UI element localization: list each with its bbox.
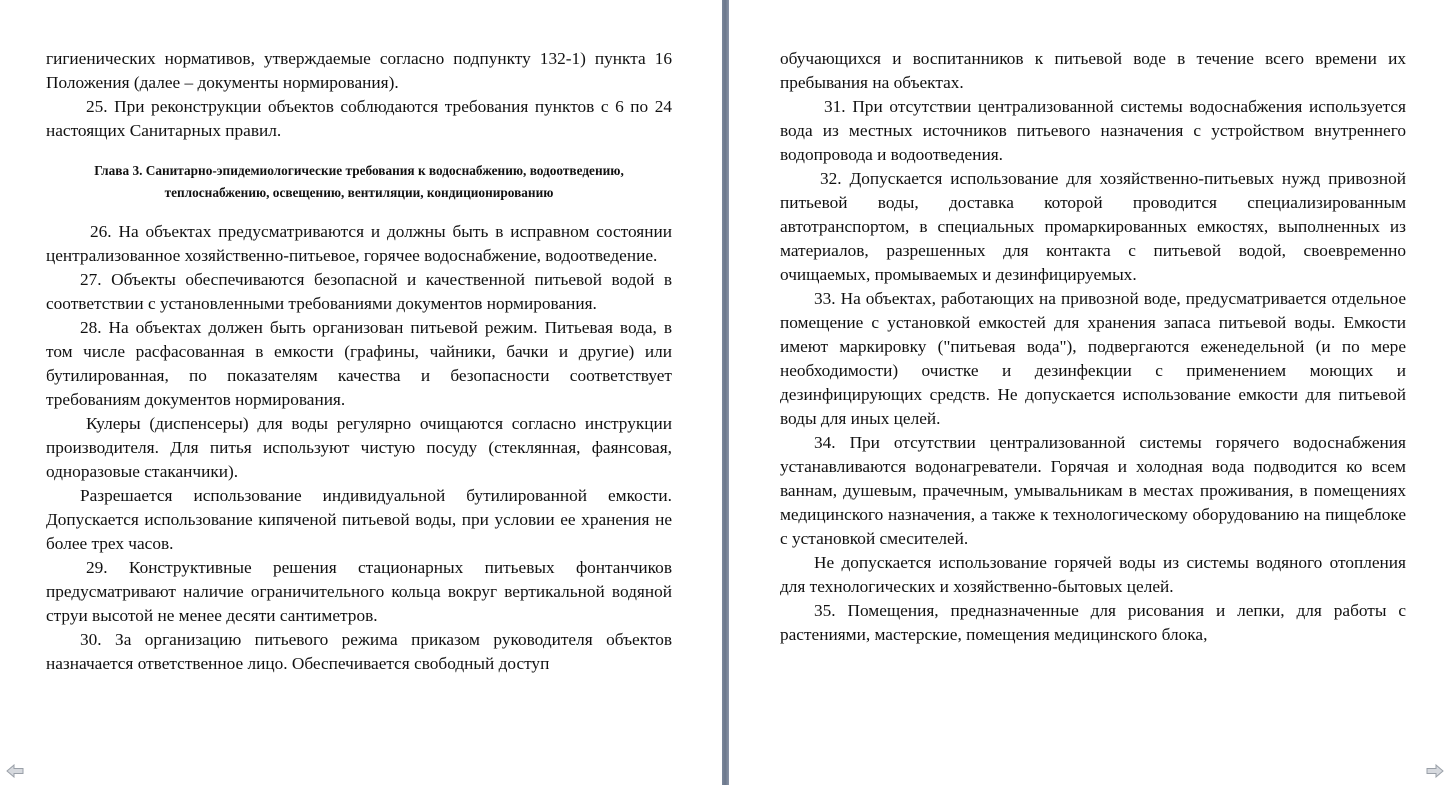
paragraph: 29. Конструктивные решения стационарных питьевых фонтанчиков предусматривают наличие ограничительного кольца вокруг вертикальной водяной струи высотой не менее десяти сантиметров.	[46, 558, 672, 625]
page-divider	[722, 0, 729, 785]
paragraph: Не допускается использование горячей воды из системы водяного отопления для технологических и хозяйственно-бытовых целей.	[780, 553, 1406, 596]
paragraph: 25. При реконструкции объектов соблюдаются требования пунктов с 6 по 24 настоящих Санитарных правил.	[46, 97, 672, 140]
previous-page-button[interactable]	[6, 763, 24, 779]
paragraph: 26. На объектах предусматриваются и должны быть в исправном состоянии централизованное хозяйственно-питьевое, горячее водоснабжение, водоотведение.	[46, 222, 672, 265]
paragraph: 31. При отсутствии централизованной системы водоснабжения используется вода из местных источников питьевого назначения с устройством внутреннего водопровода и водоотведения.	[780, 97, 1406, 164]
paragraph: Кулеры (диспенсеры) для воды регулярно очищаются согласно инструкции производителя. Для питья используют чистую посуду (стеклянная, фаянсовая, одноразовые стаканчики).	[46, 414, 672, 481]
left-page-text	[46, 47, 672, 676]
paragraph: 28. На объектах должен быть организован питьевой режим. Питьевая вода, в том числе расфасованная в емкости (графины, чайники, бачки и другие) или бутилированная, по показателям качества и безопасности соответствует требованиям документов нормирования.	[46, 318, 672, 409]
paragraph: 33. На объектах, работающих на привозной воде, предусматривается отдельное помещение с установкой емкостей для хранения запаса питьевой воды. Емкости имеют маркировку ("питьевая вода"), подвергаются еженедельной (и по мере необходимости) очистке и дезинфекции с применением моющих и дезинфицирующих средств. Не допускается использование емкости для питьевой воды для иных целей.	[780, 289, 1406, 428]
paragraph: 35. Помещения, предназначенные для рисования и лепки, для работы с растениями, мастерские, помещения медицинского блока,	[780, 601, 1406, 644]
paragraph: 27. Объекты обеспечиваются безопасной и качественной питьевой водой в соответствии с установленными требованиями документов нормирования.	[46, 270, 672, 313]
paragraph: 32. Допускается использование для хозяйственно-питьевых нужд привозной питьевой воды, доставка которой проводится специализированным автотранспортом, в специальных промаркированных емкостях, выполненных из материалов, разрешенных для контакта с питьевой водой, своевременно очищаемых, промываемых и дезинфицируемых.	[780, 169, 1406, 284]
paragraph: обучающихся и воспитанников к питьевой воде в течение всего времени их пребывания на объектах.	[780, 49, 1406, 92]
arrow-right-icon	[1426, 764, 1444, 778]
paragraph: 30. За организацию питьевого режима приказом руководителя объектов назначается ответственное лицо. Обеспечивается свободный доступ	[46, 630, 672, 673]
paragraph: гигиенических нормативов, утверждаемые согласно подпункту 132-1) пункта 16 Положения (далее – документы нормирования).	[46, 49, 672, 92]
left-page	[0, 0, 722, 785]
paragraph: Разрешается использование индивидуальной бутилированной емкости. Допускается использование кипяченой питьевой воды, при условии ее хранения не более трех часов.	[46, 486, 672, 553]
right-page-text	[780, 47, 1406, 647]
paragraph: 34. При отсутствии централизованной системы горячего водоснабжения устанавливаются водонагреватели. Горячая и холодная вода подводится ко всем ваннам, душевым, прачечным, умывальникам в местах проживания, в помещениях медицинского назначения, а также к технологическому оборудованию на пищеблоке с установкой смесителей.	[780, 433, 1406, 548]
next-page-button[interactable]	[1426, 763, 1444, 779]
right-page	[729, 0, 1448, 785]
arrow-left-icon	[6, 764, 24, 778]
chapter-heading: Глава 3. Санитарно-эпидемиологические требования к водоснабжению, водоотведению, теплоснабжению, освещению, вентиляции, кондиционированию	[94, 163, 624, 200]
